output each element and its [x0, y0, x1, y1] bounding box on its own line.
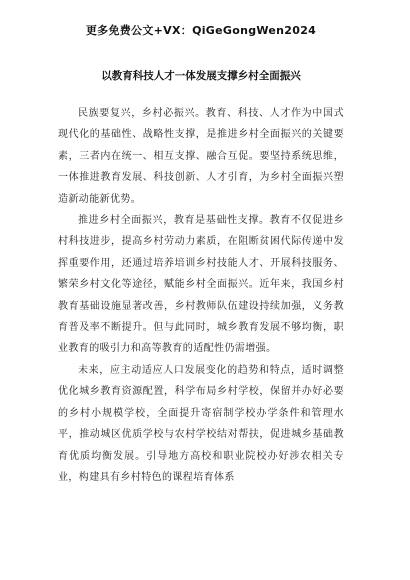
header-watermark-text: 更多免费公文+VX：QiGeGongWen2024 — [85, 24, 317, 37]
document-body — [58, 103, 344, 488]
document-title: 以教育科技人才一体发展支撑乡村全面振兴 — [101, 70, 301, 82]
paragraph-2: 推进乡村全面振兴，教育是基础性支撑。教育不仅促进乡村科技进步，提高乡村劳动力素质，在阻断贫困代际传递中发挥重要作用，还通过培养培训乡村技能人才、开展科技服务、繁荣乡村文化等途径，赋能乡村全面振兴。近年来，我国乡村教育基础设施显著改善，乡村教师队伍建设持续加强，义务教育普及率不断提升。但与此同时，城乡教育发展不够均衡，职业教育的吸引力和高等教育的适配性仍需增强。 — [58, 215, 344, 355]
paragraph-1: 民族要复兴，乡村必振兴。教育、科技、人才作为中国式现代化的基础性、战略性支撑，是推进乡村全面振兴的关键要素，三者内在统一、相互支撑、融合互促。要坚持系统思维，一体推进教育发展、科技创新、人才引育，为乡村全面振兴塑造新动能新优势。 — [58, 108, 344, 205]
paragraph-3: 未来，应主动适应人口发展变化的趋势和特点，适时调整优化城乡教育资源配置，科学布局乡村学校，保留并办好必要的乡村小规模学校，全面提升寄宿制学校办学条件和管理水平，推动城区优质学校与农村学校结对帮扶，促进城乡基础教育优质均衡发展。引导地方高校和职业院校办好涉农相关专业，构建具有乡村特色的课程培育体系 — [58, 364, 344, 483]
